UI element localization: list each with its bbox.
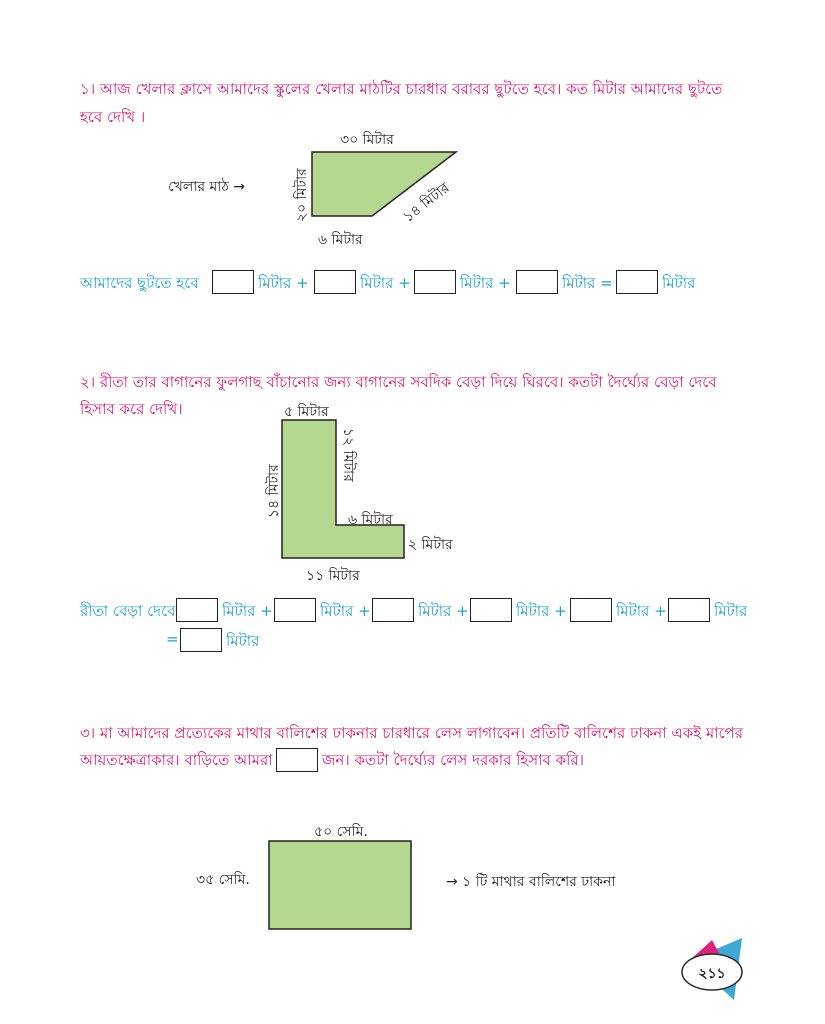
q1-answer-blank-3[interactable] (414, 270, 456, 294)
q1-unit-1: মিটার + (258, 274, 309, 292)
q1-text-line2: হবে দেখি । (80, 108, 146, 126)
q2-unit-3: মিটার + (418, 602, 469, 620)
q1-field-label: খেলার মাঠ → (168, 179, 246, 195)
q2-unit-total: মিটার (226, 632, 260, 650)
q1-text-line1: ১। আজ খেলার ক্লাসে আমাদের স্কুলের খেলার মাঠটির চারধার বরাবর ছুটতে হবে। কত মিটার আমাদের ছুটতে (80, 80, 723, 98)
q2-answer-blank-2[interactable] (274, 598, 316, 622)
q3-cover-label: → ১ টি মাথার বালিশের ঢাকনা (446, 874, 616, 890)
q2-side-right: ২ মিটার (408, 537, 453, 553)
q1-answer-blank-1[interactable] (212, 270, 254, 294)
q3-family-count-blank[interactable] (276, 748, 318, 772)
q2-answer-blank-3[interactable] (372, 598, 414, 622)
q2-unit-4: মিটার + (516, 602, 567, 620)
q2-unit-1: মিটার + (222, 602, 273, 620)
q1-unit-3: মিটার + (460, 274, 511, 292)
q2-answer-prefix: রীতা বেড়া দেবে (80, 602, 176, 620)
q2-text-line2: হিসাব করে দেখি। (80, 400, 183, 418)
q2-side-bottom: ১১ মিটার (306, 568, 360, 584)
q1-unit-total: মিটার (662, 274, 696, 292)
q2-answer-total-blank[interactable] (180, 628, 222, 652)
q1-side-slant: ১৪ মিটার (400, 180, 453, 226)
q1-answer-prefix: আমাদের ছুটতে হবে (80, 274, 199, 292)
q2-text-line1: ২। রীতা তার বাগানের ফুলগাছ বাঁচানোর জন্য বাগানের সবদিক বেড়া দিয়ে ঘিরবে। কতটা দৈর্ঘ্যের বেড়া দেবে (80, 373, 717, 391)
q3-side-left: ৩৫ সেমি. (196, 872, 250, 888)
q1-unit-4: মিটার = (562, 274, 613, 292)
q2-unit-6: মিটার (714, 602, 748, 620)
q3-text-line2-b: জন। কতটা দৈর্ঘ্যের লেস দরকার হিসাব করি। (322, 751, 585, 769)
q2-answer-blank-4[interactable] (470, 598, 512, 622)
q1-unit-2: মিটার + (360, 274, 411, 292)
q2-side-left: ১৪ মিটার (266, 464, 282, 518)
q1-side-left: ২০ মিটার (294, 168, 310, 222)
q1-answer-blank-4[interactable] (516, 270, 558, 294)
q3-side-top: ৫০ সেমি. (314, 824, 368, 840)
q2-side-inner-vertical: ১২ মিটার (340, 428, 356, 482)
q2-answer-blank-1[interactable] (176, 598, 218, 622)
q2-answer-blank-5[interactable] (570, 598, 612, 622)
q2-equals: = (166, 630, 179, 648)
q2-side-inner-horizontal: ৬ মিটার (348, 512, 393, 528)
q1-answer-total-blank[interactable] (616, 270, 658, 294)
q2-unit-2: মিটার + (320, 602, 371, 620)
q1-side-top: ৩০ মিটার (340, 132, 394, 148)
q3-text-line1: ৩। মা আমাদের প্রত্যেকের মাথার বালিশের ঢাকনার চারধারে লেস লাগাবেন। প্রতিটি বালিশের ঢাকনা একই মাপের (80, 724, 743, 742)
q2-side-top: ৫ মিটার (284, 404, 329, 420)
q2-unit-5: মিটার + (616, 602, 667, 620)
q1-answer-blank-2[interactable] (314, 270, 356, 294)
q2-answer-blank-6[interactable] (668, 598, 710, 622)
page-number: ২১১ (698, 966, 726, 982)
q3-text-line2-a: আয়তক্ষেত্রাকার। বাড়িতে আমরা (80, 751, 273, 769)
q3-pillow-shape (269, 841, 411, 929)
q1-side-bottom: ৬ মিটার (318, 232, 363, 248)
